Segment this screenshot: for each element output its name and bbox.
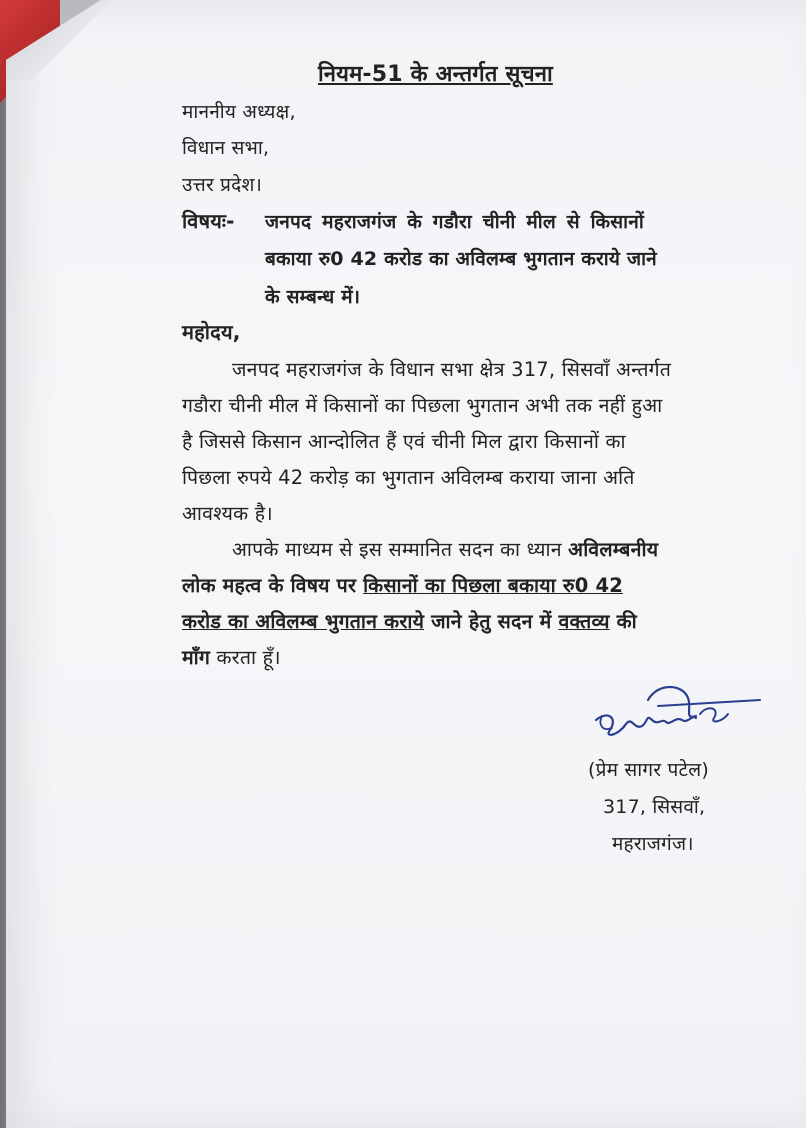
para2-l3-underlined: करोड का अविलम्ब भुगतान कराये (182, 610, 425, 633)
paper-sheet (6, 0, 806, 1128)
para2-l4-bold: माँग (182, 646, 211, 669)
document-title: नियम-51 के अन्तर्गत सूचना (318, 62, 553, 87)
subject-line-3: के सम्बन्ध में। (265, 286, 361, 308)
para1-line-2: गडौरा चीनी मील में किसानों का पिछला भुगतान अभी तक नहीं हुआ (182, 394, 663, 417)
para2-l4-plain: करता हूँ। (210, 646, 281, 669)
subject-line-2: बकाया रु0 42 करोड का अविलम्ब भुगतान कराये जाने (265, 248, 657, 270)
para2-line-3 (182, 607, 637, 634)
para2-l1-plain: आपके माध्यम से इस सम्मानित सदन का ध्यान (232, 538, 569, 561)
recipient-line-1: माननीय अध्यक्ष, (182, 101, 296, 123)
para1-line-1: जनपद महराजगंज के विधान सभा क्षेत्र 317, सिसवाँ अन्तर्गत (232, 358, 672, 381)
recipient-line-2: विधान सभा, (182, 137, 270, 159)
para2-l3-end: की (609, 610, 637, 633)
para1-line-4: पिछला रुपये 42 करोड़ का भुगतान अविलम्ब कराया जाना अति (182, 466, 635, 489)
para2-l3-bold: जाने हेतु सदन में (424, 610, 559, 633)
para1-line-3: है जिससे किसान आन्दोलित हैं एवं चीनी मिल द्वारा किसानों का (182, 430, 626, 453)
para1-line-5: आवश्यक है। (182, 502, 273, 525)
signatory-constituency: 317, सिसवाँ, (603, 796, 706, 818)
para2-line-2 (182, 571, 623, 598)
para2-line-4 (182, 643, 281, 670)
salutation: महोदय, (182, 320, 241, 344)
para2-l2-underlined: किसानों का पिछला बकाया रु0 42 (363, 574, 623, 597)
recipient-line-3: उत्तर प्रदेश। (182, 174, 262, 196)
signatory-name: (प्रेम सागर पटेल) (588, 759, 709, 781)
para2-line-1 (232, 535, 658, 562)
para2-l2-bold: लोक महत्व के विषय पर (182, 574, 364, 597)
para2-l1-bold: अविलम्बनीय (568, 538, 659, 561)
para2-l3-underlined-2: वक्तव्य (558, 610, 610, 633)
handwritten-signature (588, 680, 768, 750)
subject-label: विषयः- (182, 209, 235, 233)
signatory-district: महराजगंज। (612, 833, 694, 855)
subject-line-1: जनपद महराजगंज के गडौरा चीनी मील से किसानों (265, 211, 644, 233)
